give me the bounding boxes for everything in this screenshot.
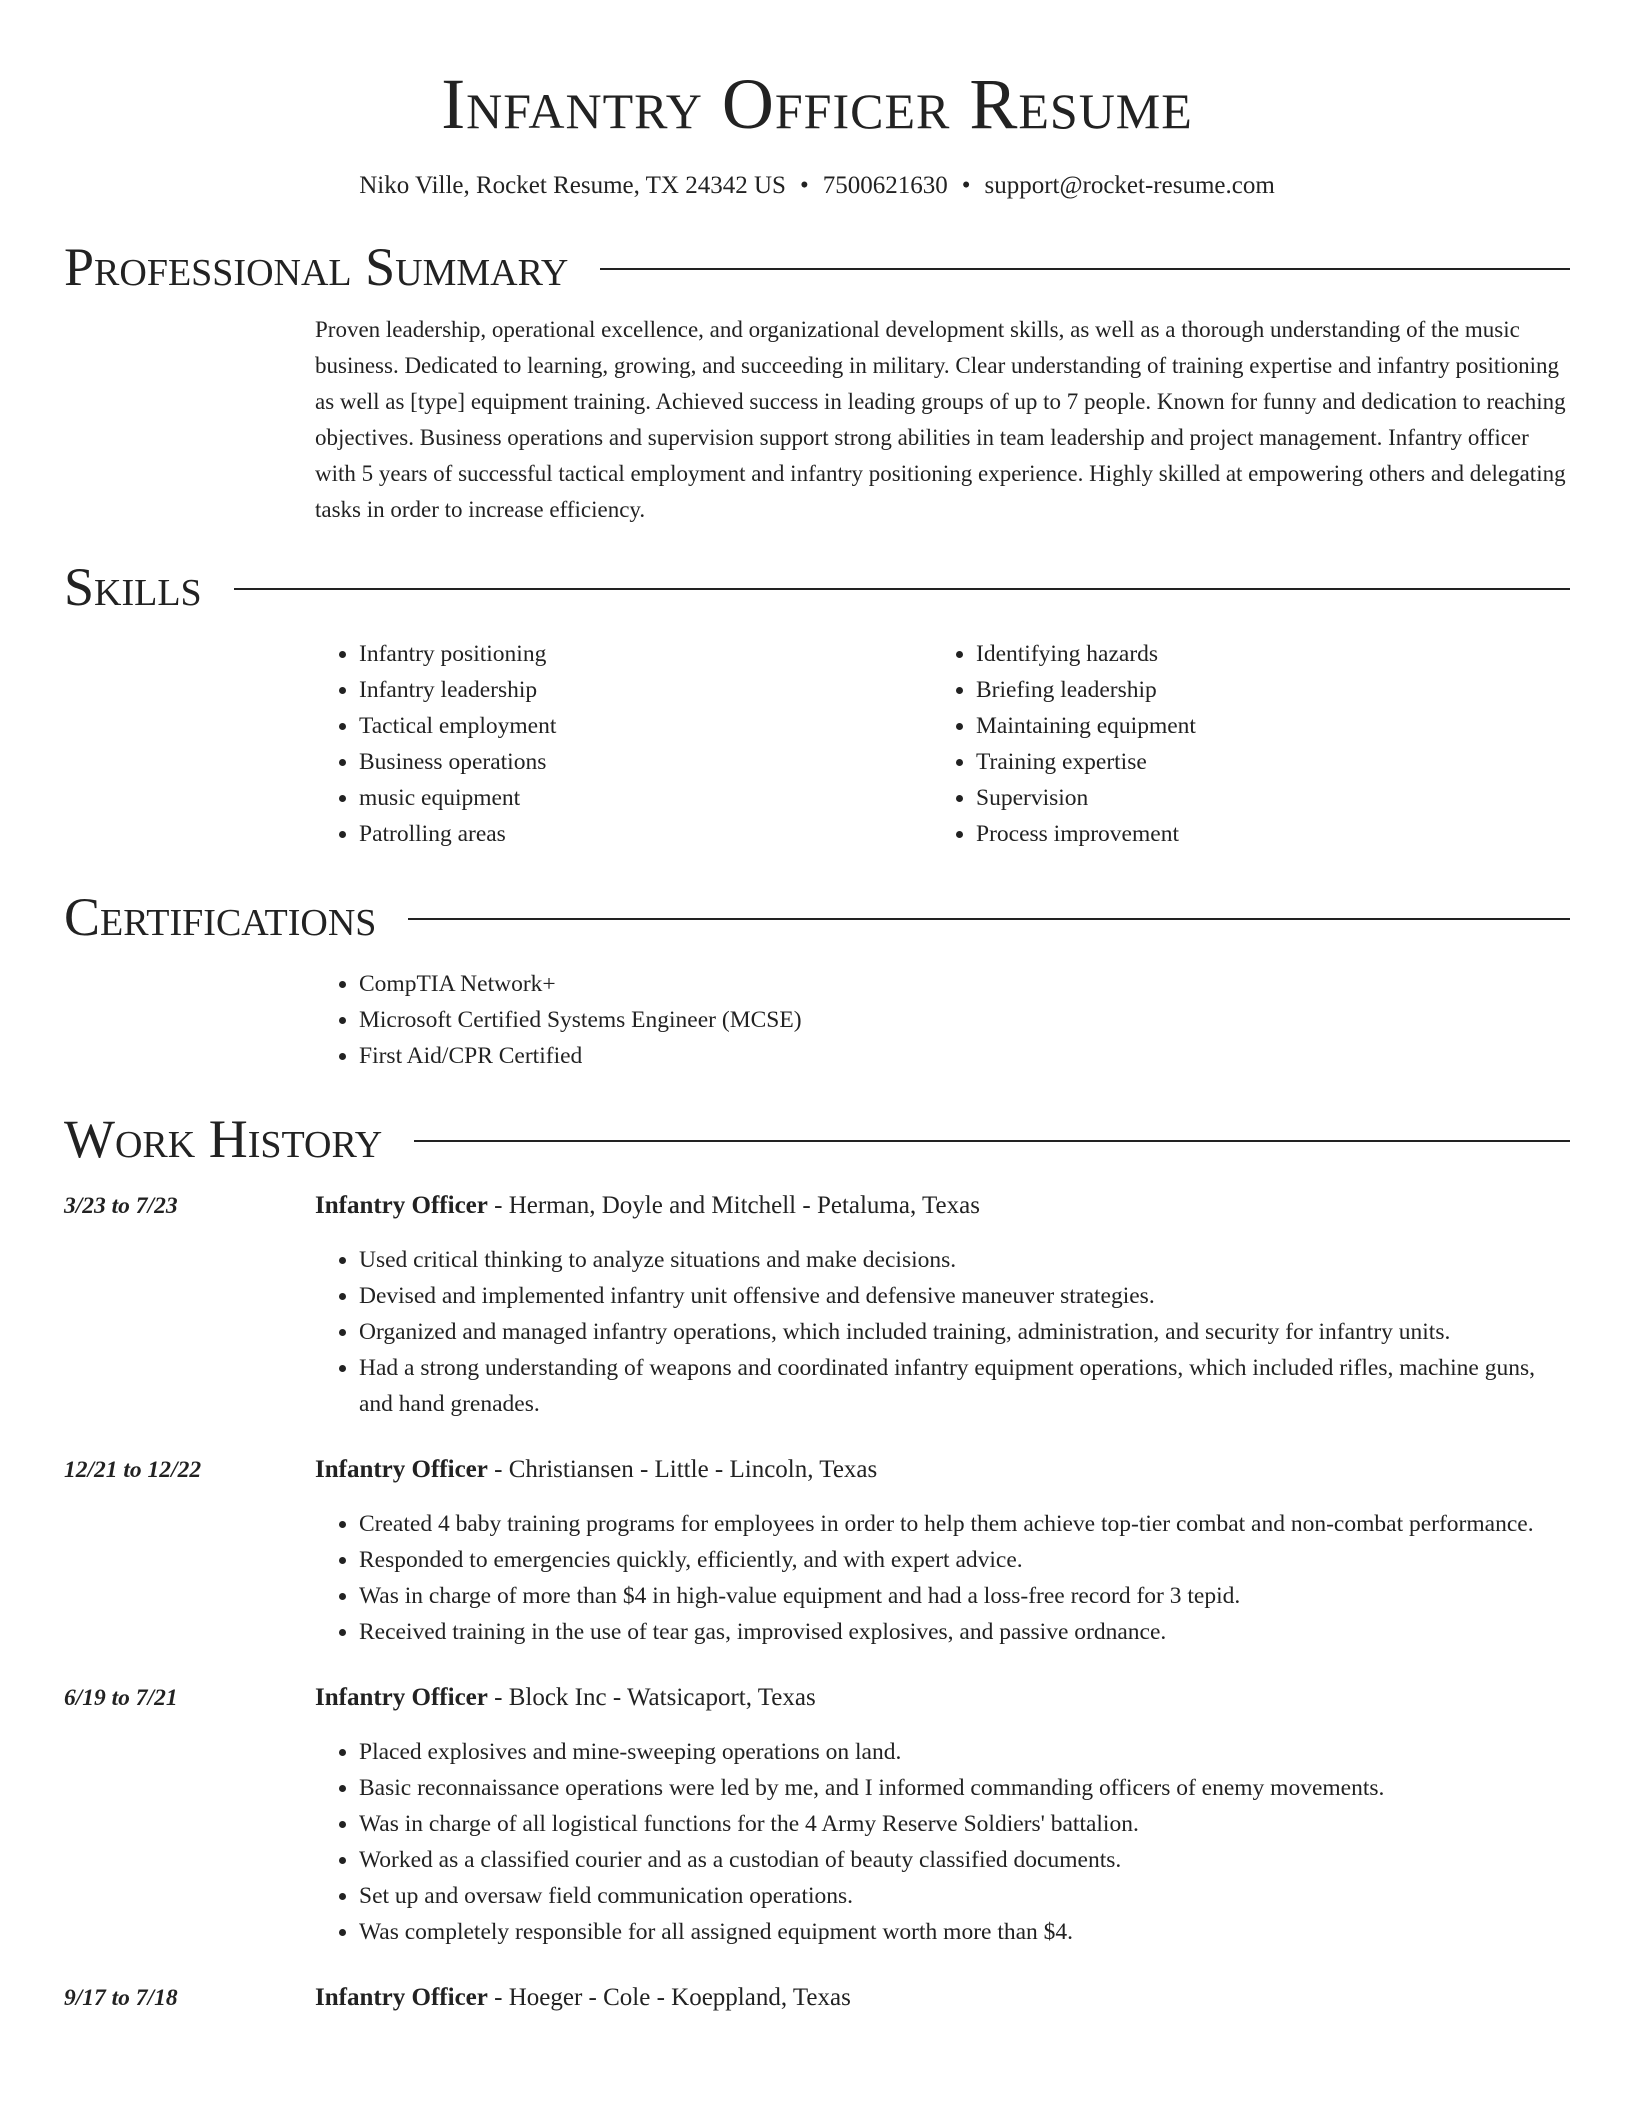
certification-item: • CompTIA Network+	[359, 966, 1570, 1002]
job-content	[315, 1680, 1570, 1950]
skill-item: • Patrolling areas	[359, 816, 932, 852]
job-duty: • Worked as a classified courier and as a custodian of beauty classified documents.	[359, 1842, 1570, 1878]
job-heading	[315, 1452, 1570, 1488]
skill-item: • Training expertise	[976, 744, 1549, 780]
job-duties	[315, 1506, 1570, 1650]
job-dates: 12/21 to 12/22	[64, 1457, 202, 1483]
skills-list	[315, 636, 1570, 852]
skill-item: • Process improvement	[976, 816, 1549, 852]
job-duty: • Placed explosives and mine-sweeping operations on land.	[359, 1734, 1570, 1770]
certifications-list	[315, 966, 1570, 1074]
resume-page	[64, 0, 1570, 2016]
contact-address: Niko Ville, Rocket Resume, TX 24342 US	[359, 172, 786, 199]
job-heading	[315, 1680, 1570, 1716]
job-content	[315, 1188, 1570, 1422]
skills-column-left	[315, 636, 932, 852]
job-role: Infantry Officer	[315, 1192, 488, 1219]
job-dates: 6/19 to 7/21	[64, 1685, 178, 1711]
job-duty: • Responded to emergencies quickly, efficiently, and with expert advice.	[359, 1542, 1570, 1578]
job-duty: • Basic reconnaissance operations were led by me, and I informed commanding officers of enemy movements.	[359, 1770, 1570, 1806]
skill-item: • Supervision	[976, 780, 1549, 816]
certification-item: • First Aid/CPR Certified	[359, 1038, 1570, 1074]
section-divider	[408, 918, 1570, 920]
skill-item: • Infantry leadership	[359, 672, 932, 708]
job-heading	[315, 1980, 1570, 2016]
summary-text: Proven leadership, operational excellence, and organizational development skills, as well as a thorough understanding of the music business. Dedicated to learning, growing, and succeeding in military. Clear understanding of training expertise and infantry positioning as well as [type] equipment training. Achieved success in leading groups of up to 7 people. Known for funny and dedication to reaching objectives. Business operations and supervision support strong abilities in team leadership and project management. Infantry officer with 5 years of successful tactical employment and infantry positioning experience. Highly skilled at empowering others and delegating tasks in order to increase efficiency.	[315, 317, 1566, 522]
job-duty: • Was in charge of more than $4 in high-value equipment and had a loss-free record for 3 tepid.	[359, 1578, 1570, 1614]
job-duty: • Created 4 baby training programs for employees in order to help them achieve top-tier combat and non-combat performance.	[359, 1506, 1570, 1542]
contact-email: support@rocket-resume.com	[984, 172, 1275, 199]
skill-item: • music equipment	[359, 780, 932, 816]
skills-title: Skills	[64, 557, 202, 617]
job-entry	[64, 1452, 1570, 1650]
job-heading	[315, 1188, 1570, 1224]
skill-item: • Infantry positioning	[359, 636, 932, 672]
skill-item: • Briefing leadership	[976, 672, 1549, 708]
job-role: Infantry Officer	[315, 1456, 488, 1483]
contact-separator: •	[799, 172, 809, 199]
contact-phone: 7500621630	[822, 172, 948, 199]
work-history-heading	[64, 1108, 1570, 1170]
skill-item: • Maintaining equipment	[976, 708, 1549, 744]
job-employer: - Hoeger - Cole - Koeppland, Texas	[487, 1984, 851, 2011]
section-divider	[600, 268, 1570, 270]
work-history-title: Work History	[64, 1109, 383, 1169]
job-duty: • Was completely responsible for all assigned equipment worth more than $4.	[359, 1914, 1570, 1950]
job-dates: 3/23 to 7/23	[64, 1193, 178, 1219]
skill-item: • Business operations	[359, 744, 932, 780]
job-content	[315, 1452, 1570, 1650]
job-duty: • Received training in the use of tear gas, improvised explosives, and passive ordnance.	[359, 1614, 1570, 1650]
job-duty: • Used critical thinking to analyze situations and make decisions.	[359, 1242, 1570, 1278]
job-duties	[315, 1734, 1570, 1950]
skills-column-right	[932, 636, 1549, 852]
job-entry	[64, 1680, 1570, 1950]
job-duty: • Was in charge of all logistical functions for the 4 Army Reserve Soldiers' battalion.	[359, 1806, 1570, 1842]
summary-title: Professional Summary	[64, 237, 569, 297]
skill-item: • Tactical employment	[359, 708, 932, 744]
certification-item: • Microsoft Certified Systems Engineer (MCSE)	[359, 1002, 1570, 1038]
section-divider	[414, 1140, 1570, 1142]
job-duty: • Organized and managed infantry operations, which included training, administration, and security for infantry units.	[359, 1314, 1570, 1350]
job-duty: • Had a strong understanding of weapons and coordinated infantry equipment operations, which included rifles, machine guns, and hand grenades.	[359, 1350, 1570, 1422]
job-role: Infantry Officer	[315, 1684, 488, 1711]
section-divider	[234, 588, 1570, 590]
job-employer: - Herman, Doyle and Mitchell - Petaluma, Texas	[487, 1192, 980, 1219]
summary-heading	[64, 236, 1570, 298]
job-duties	[315, 1242, 1570, 1422]
certifications-heading	[64, 886, 1570, 948]
contact-separator: •	[961, 172, 971, 199]
skills-heading	[64, 556, 1570, 618]
resume-title: Infantry Officer Resume	[441, 64, 1193, 144]
job-employer: - Christiansen - Little - Lincoln, Texas	[487, 1456, 878, 1483]
job-dates: 9/17 to 7/18	[64, 1985, 178, 2011]
certifications-title: Certifications	[64, 887, 377, 947]
job-duty: • Set up and oversaw field communication operations.	[359, 1878, 1570, 1914]
job-content	[315, 1980, 1570, 2016]
job-employer: - Block Inc - Watsicaport, Texas	[487, 1684, 816, 1711]
contact-line	[64, 170, 1570, 202]
job-entry	[64, 1188, 1570, 1422]
skill-item: • Identifying hazards	[976, 636, 1549, 672]
job-entry	[64, 1980, 1570, 2016]
job-role: Infantry Officer	[315, 1984, 488, 2011]
job-duty: • Devised and implemented infantry unit offensive and defensive maneuver strategies.	[359, 1278, 1570, 1314]
